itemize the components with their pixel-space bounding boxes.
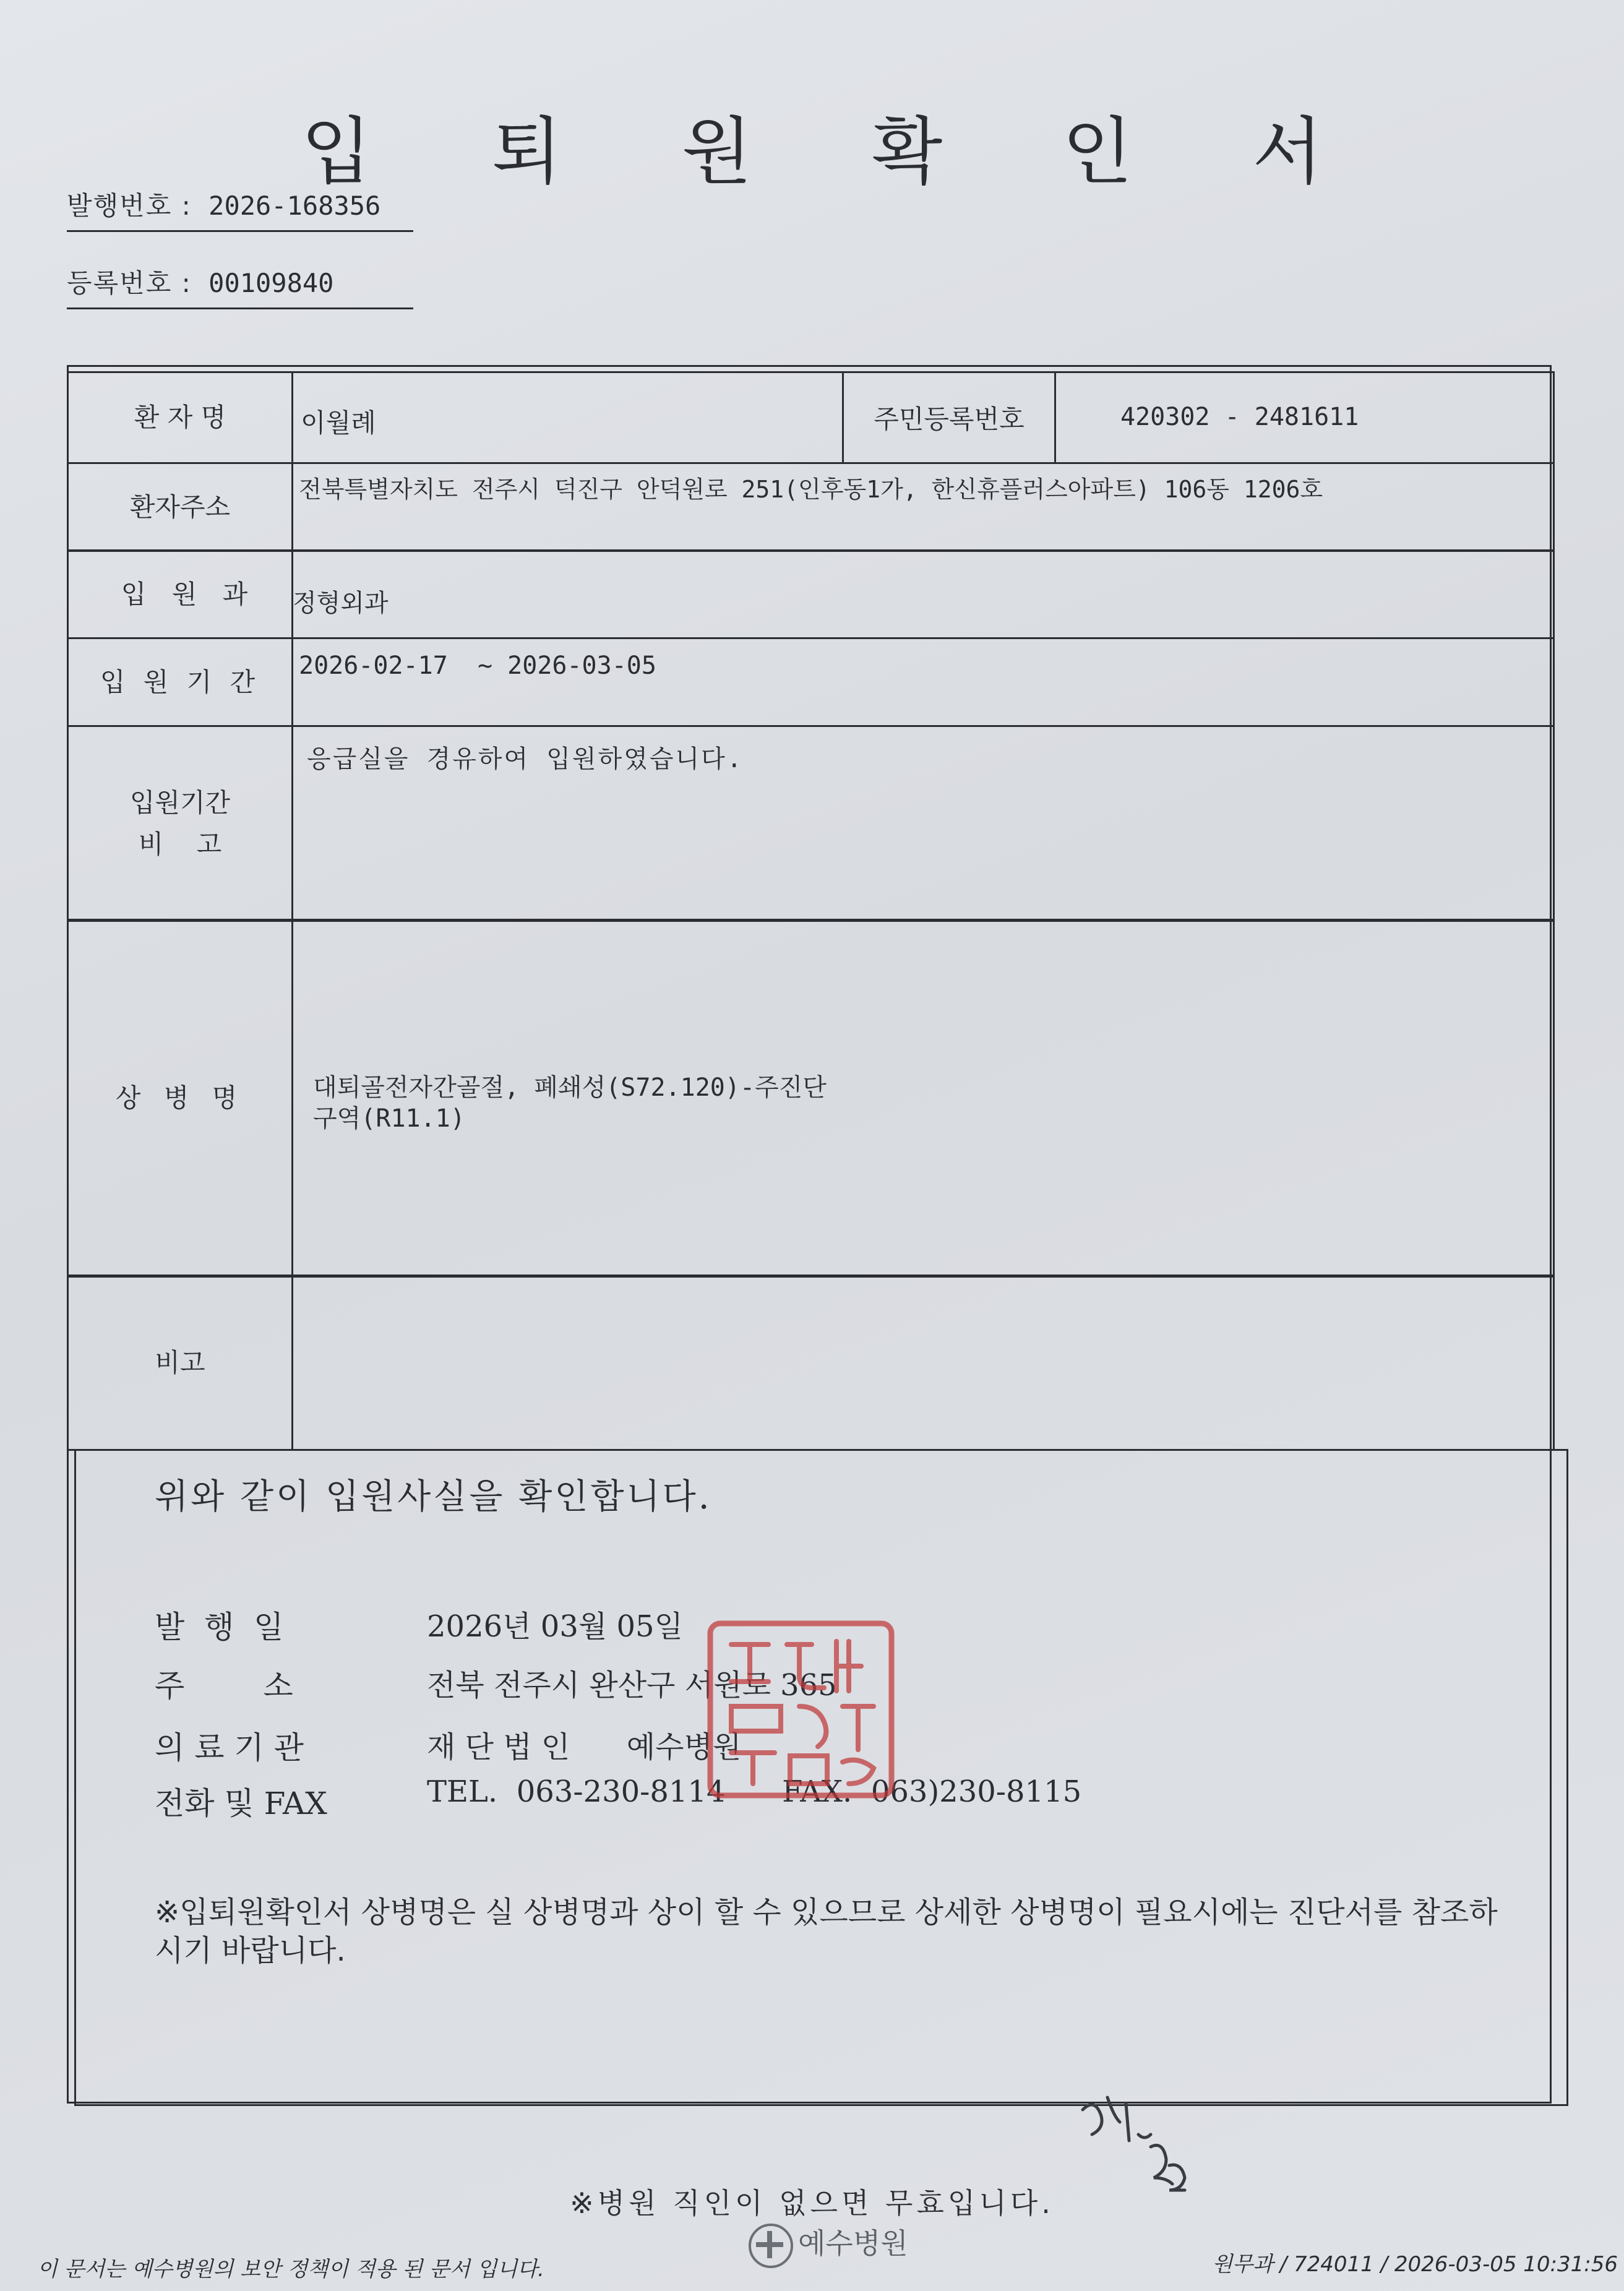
institution-value: 재 단 법 인 예수병원 (427, 1730, 742, 1764)
print-stamp-footer: 원무과 / 724011 / 2026-03-05 10:31:56 (1212, 2252, 1618, 2277)
hospital-logo (749, 2221, 908, 2268)
admission-period-value: 2026-02-17 ~ 2026-03-05 (299, 651, 656, 680)
issue-number-line (67, 186, 413, 232)
security-footer: 이 문서는 예수병원의 보안 정책이 적용 된 문서 입니다. (37, 2257, 544, 2282)
patient-name-label: 환 자 명 (69, 373, 293, 462)
diagnosis-value (313, 1072, 827, 1134)
document-title: 입 퇴 원 확 인 서 (301, 109, 1372, 194)
diagnosis-label: 상 병 명 (69, 921, 293, 1276)
registration-number-line (67, 263, 413, 309)
diagnosis-line-1: 대퇴골전자간골절, 폐쇄성(S72.120)-주진단 (313, 1073, 827, 1102)
patient-address-row (67, 462, 1555, 552)
patient-address-label: 환자주소 (69, 464, 293, 550)
hospital-address-label: 주 소 (155, 1668, 293, 1704)
rrn-value: 420302 - 2481611 (1120, 403, 1359, 431)
admission-remark-value: 응급실을 경유하여 입원하였습니다. (307, 745, 744, 773)
department-label: 입 원 과 (69, 551, 293, 637)
issue-number-label: 발행번호 : (67, 191, 192, 221)
admission-period-label: 입 원 기 간 (69, 639, 293, 725)
tel-fax-label: 전화 및 FAX (155, 1786, 327, 1821)
patient-name-row (67, 371, 1555, 464)
registration-number-label: 등록번호 : (67, 268, 192, 298)
department-row (67, 549, 1555, 639)
issue-date-value: 2026년 03월 05일 (427, 1609, 683, 1644)
tel-fax-value: TEL. 063-230-8114 FAX. 063)230-8115 (427, 1774, 1082, 1809)
patient-address-value: 전북특별자치도 전주시 덕진구 안덕원로 251(인후동1가, 한신휴플러스아파트) 106동 1206호 (299, 476, 1323, 503)
void-warning: ※병원 직인이 없으면 무효입니다. (570, 2186, 1054, 2220)
institution-label: 의 료 기 관 (155, 1730, 304, 1766)
diagnosis-row (67, 919, 1555, 1278)
admission-remark-row (67, 725, 1555, 922)
department-value: 정형외과 (293, 589, 389, 617)
hospital-address-value: 전북 전주시 완산구 서원로 365 (427, 1668, 837, 1703)
registration-number-value: 00109840 (208, 268, 334, 298)
issue-date-label: 발 행 일 (155, 1609, 284, 1645)
admission-remark-label: 입원기간 비 고 (69, 727, 293, 920)
patient-name-value: 이월례 (301, 408, 376, 438)
hospital-cross-icon (749, 2224, 793, 2268)
admission-period-row (67, 637, 1555, 727)
diagnosis-line-2: 구역(R11.1) (313, 1104, 465, 1133)
rrn-label: 주민등록번호 (842, 373, 1056, 462)
hospital-seal-stamp (707, 1620, 895, 1799)
hospital-logo-text: 예수병원 (798, 2227, 908, 2260)
remarks-label: 비고 (69, 1276, 293, 1449)
notice-text: ※입퇴원확인서 상병명은 실 상병명과 상이 할 수 있으므로 상세한 상병명이 필요시에는 진단서를 참조하시기 바랍니다. (155, 1895, 1498, 1968)
remarks-row (67, 1274, 1555, 1451)
confirmation-statement: 위와 같이 입원사실을 확인합니다. (155, 1477, 712, 1517)
issue-number-value: 2026-168356 (208, 191, 381, 221)
